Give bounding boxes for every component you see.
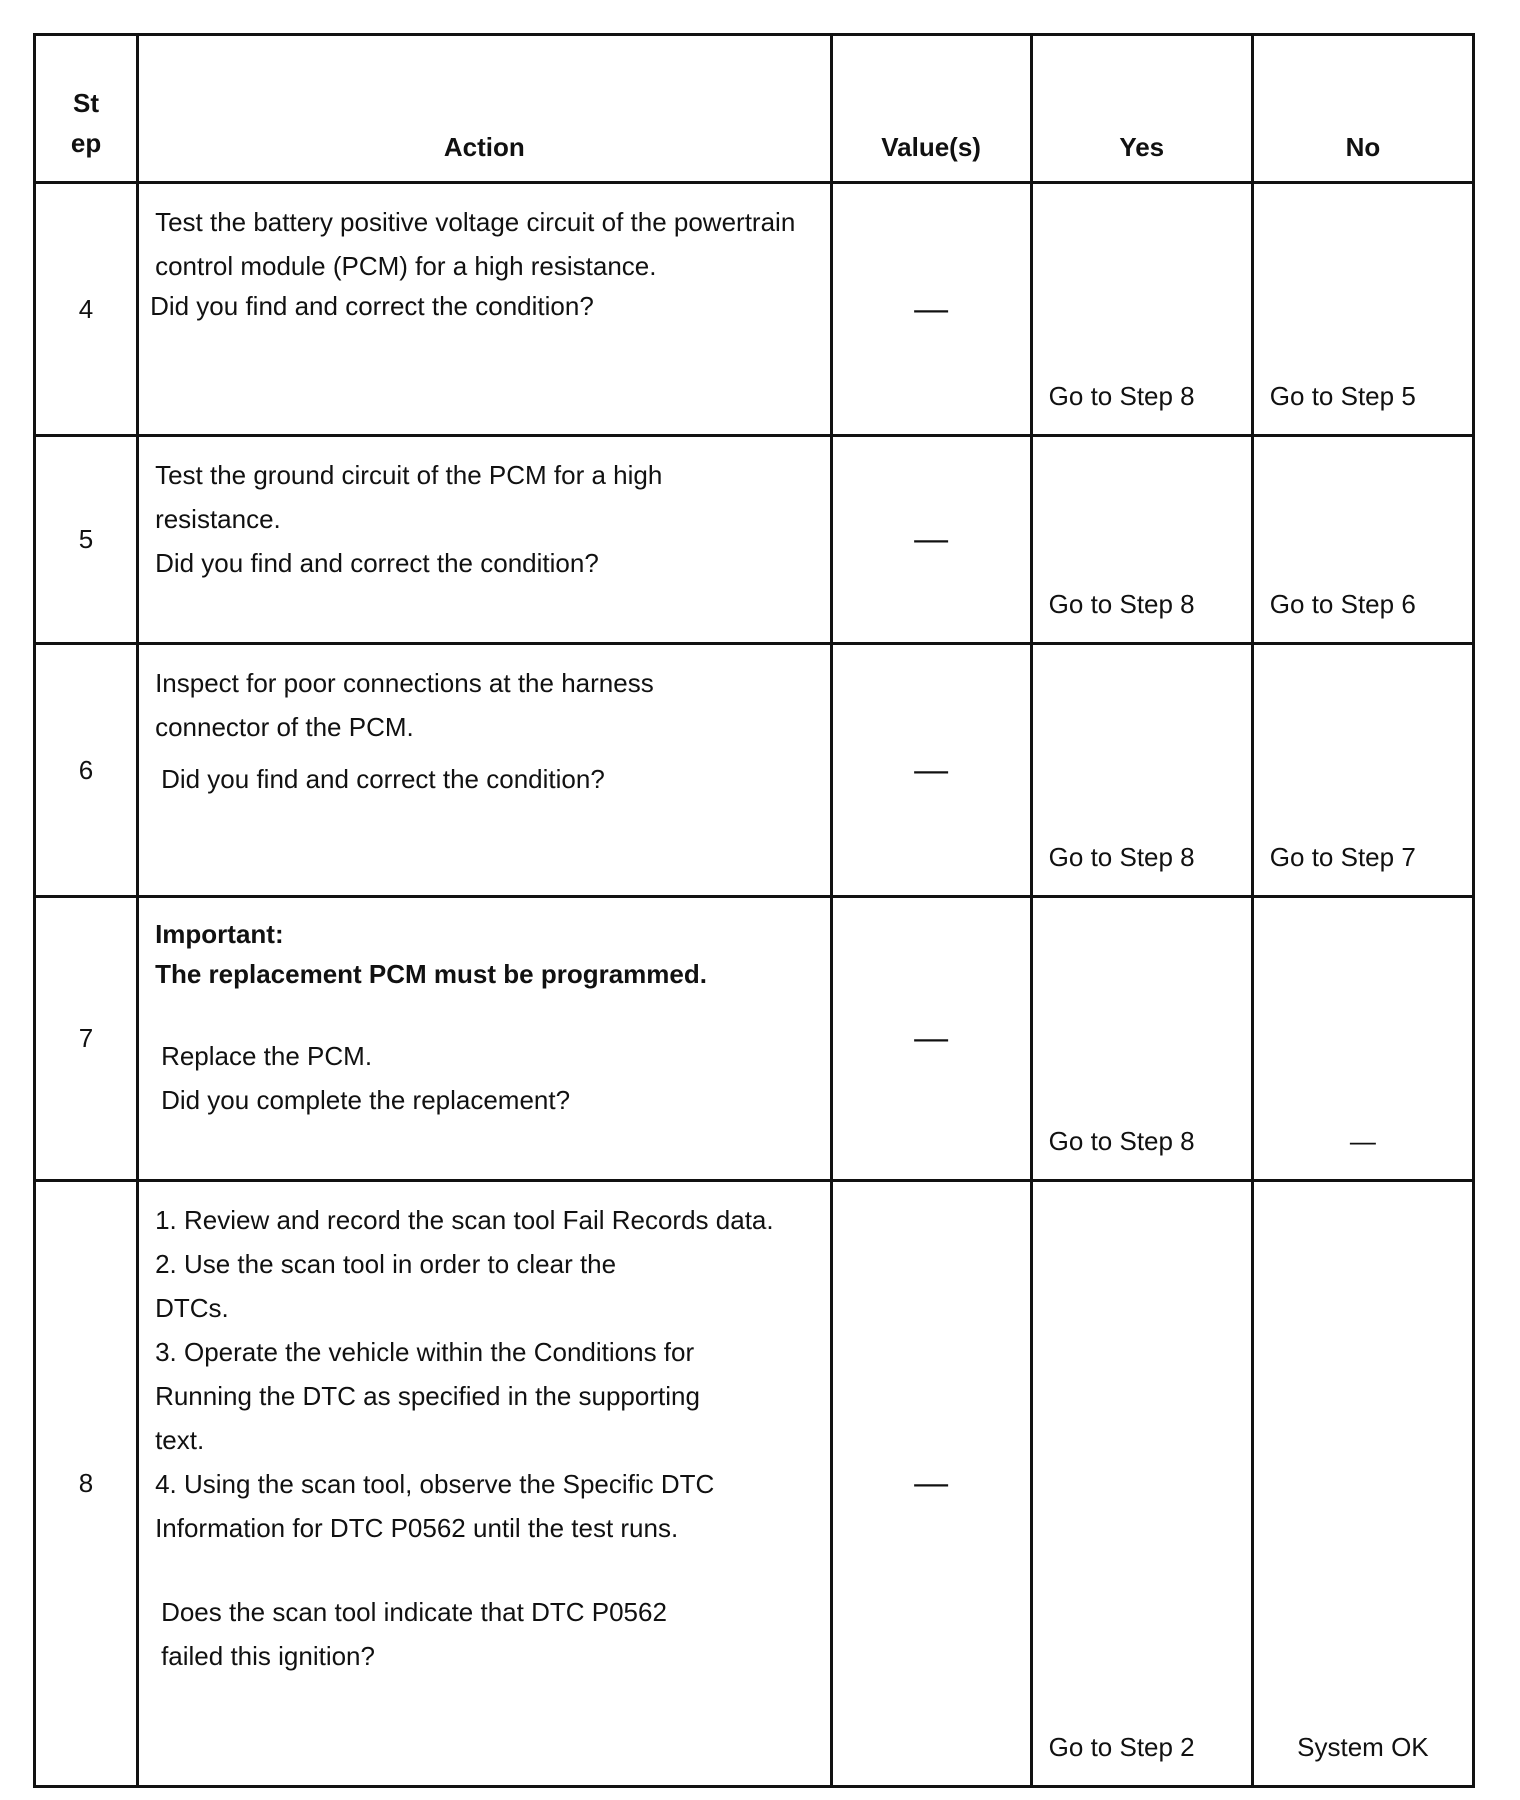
action-text: Test the battery positive voltage circuit of the powertrain control module (PCM) for a high resistance. <box>155 207 796 281</box>
diagnostic-table <box>33 33 1475 1788</box>
action-question: Does the scan tool indicate that DTC P0562 failed this ignition? <box>161 1597 667 1671</box>
list-item: 1. Review and record the scan tool Fail Records data. <box>155 1205 774 1235</box>
spacer <box>155 994 815 1034</box>
table-row <box>35 1181 1474 1787</box>
header-action: Action <box>138 35 831 183</box>
spacer <box>155 1550 815 1590</box>
yes-cell: Go to Step 8 <box>1031 436 1252 644</box>
value-cell: — <box>831 183 1031 436</box>
action-cell <box>138 897 831 1181</box>
action-cell <box>138 1181 831 1787</box>
header-step-line2: ep <box>70 128 102 158</box>
header-row <box>35 35 1474 183</box>
step-number: 7 <box>35 897 138 1181</box>
action-question: Did you find and correct the condition? <box>155 548 599 578</box>
value-cell: — <box>831 644 1031 897</box>
important-text: The replacement PCM must be programmed. <box>155 959 707 989</box>
no-cell: System OK <box>1252 1181 1473 1787</box>
no-cell: Go to Step 5 <box>1252 183 1473 436</box>
header-no: No <box>1252 35 1473 183</box>
yes-cell: Go to Step 8 <box>1031 183 1252 436</box>
action-question: Did you complete the replacement? <box>161 1085 571 1115</box>
table-row <box>35 436 1474 644</box>
header-step-line1: St <box>73 88 100 118</box>
table-row <box>35 644 1474 897</box>
table-row <box>35 897 1474 1181</box>
list-item: 3. Operate the vehicle within the Conditions for Running the DTC as specified in the supporting text. <box>155 1337 700 1455</box>
value-cell: — <box>831 436 1031 644</box>
yes-cell: Go to Step 2 <box>1031 1181 1252 1787</box>
action-cell <box>138 183 831 436</box>
header-values: Value(s) <box>831 35 1031 183</box>
header-step <box>35 35 138 183</box>
action-text: Replace the PCM. <box>161 1041 373 1071</box>
action-cell <box>138 644 831 897</box>
value-cell: — <box>831 1181 1031 1787</box>
step-number: 8 <box>35 1181 138 1787</box>
action-cell <box>138 436 831 644</box>
action-text: Test the ground circuit of the PCM for a high resistance. <box>155 460 663 534</box>
no-cell: — <box>1252 897 1473 1181</box>
action-question: Did you find and correct the condition? <box>161 764 605 794</box>
table-row <box>35 183 1474 436</box>
action-question: Did you find and correct the condition? <box>150 291 594 321</box>
step-number: 6 <box>35 644 138 897</box>
value-cell: — <box>831 897 1031 1181</box>
header-yes: Yes <box>1031 35 1252 183</box>
list-item: 4. Using the scan tool, observe the Specific DTC Information for DTC P0562 until the test runs. <box>155 1469 715 1543</box>
action-text: Inspect for poor connections at the harness connector of the PCM. <box>155 668 654 742</box>
step-number: 5 <box>35 436 138 644</box>
no-cell: Go to Step 6 <box>1252 436 1473 644</box>
no-cell: Go to Step 7 <box>1252 644 1473 897</box>
step-number: 4 <box>35 183 138 436</box>
important-label: Important: <box>155 919 284 949</box>
list-item: 2. Use the scan tool in order to clear the DTCs. <box>155 1249 617 1323</box>
yes-cell: Go to Step 8 <box>1031 897 1252 1181</box>
yes-cell: Go to Step 8 <box>1031 644 1252 897</box>
